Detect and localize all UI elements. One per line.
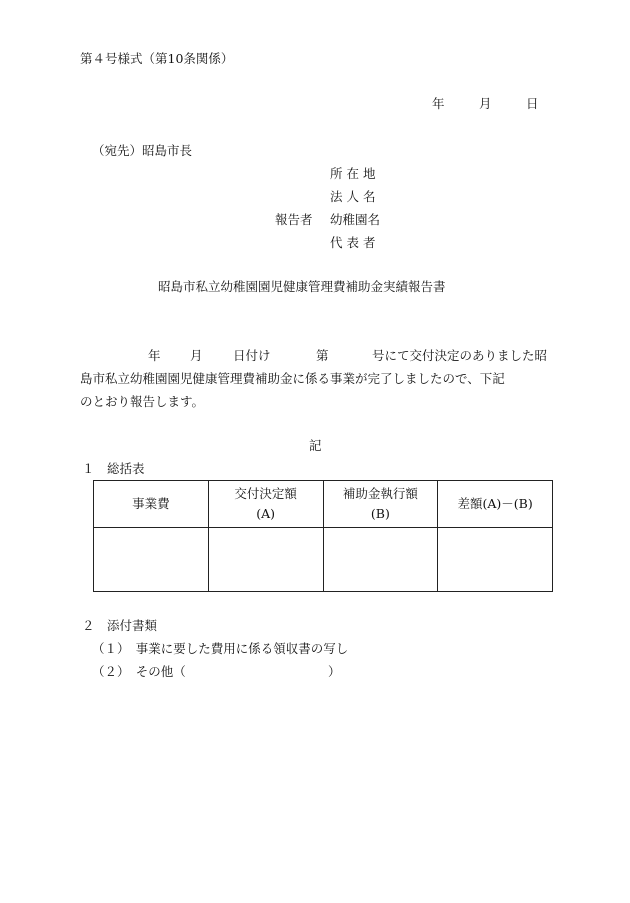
body-date-suffix: 日付け [233,348,271,363]
reporter-label: 報告者 [275,212,313,227]
attachment-item-2: （２） その他（ [92,664,186,679]
document-title: 昭島市私立幼稚園園児健康管理費補助金実績報告書 [158,279,446,294]
summary-table [93,480,553,592]
body-line2: 島市私立幼稚園園児健康管理費補助金に係る事業が完了しましたので、下記 [80,371,505,386]
date-day: 日 [526,96,539,111]
header-difference: 差額(A)－(B) [438,481,553,528]
ki-heading: 記 [309,438,322,453]
form-number: 第４号様式（第10条関係） [80,51,234,66]
reporter-kindergarten-label: 幼稚園名 [330,212,381,227]
header-project-cost: 事業費 [94,481,209,528]
cell-project-cost [94,528,209,592]
date-month: 月 [479,96,492,111]
header-subsidy-executed-amount: 補助金執行額 (B) [323,481,438,528]
body-number-prefix: 第 [316,348,329,363]
date-year: 年 [432,96,445,111]
header-grant-decision-amount: 交付決定額 (A) [208,481,323,528]
cell-grant-decision-amount [208,528,323,592]
reporter-corporation-label: 法 人 名 [330,189,376,204]
cell-subsidy-executed-amount [323,528,438,592]
body-line3: のとおり報告します。 [80,394,205,409]
cell-difference [438,528,553,592]
reporter-representative-label: 代 表 者 [330,235,376,250]
body-month: 月 [190,348,203,363]
section1-heading: １ 総括表 [82,461,145,476]
addressee: （宛先）昭島市長 [92,143,193,158]
attachment-item-1: （１） 事業に要した費用に係る領収書の写し [92,641,349,656]
reporter-address-label: 所 在 地 [330,166,376,181]
body-year: 年 [148,348,161,363]
body-line1-rest: 号にて交付決定のありました昭 [372,348,548,363]
attachment-item-2-close: ） [328,664,341,679]
section2-heading: ２ 添付書類 [82,618,158,633]
